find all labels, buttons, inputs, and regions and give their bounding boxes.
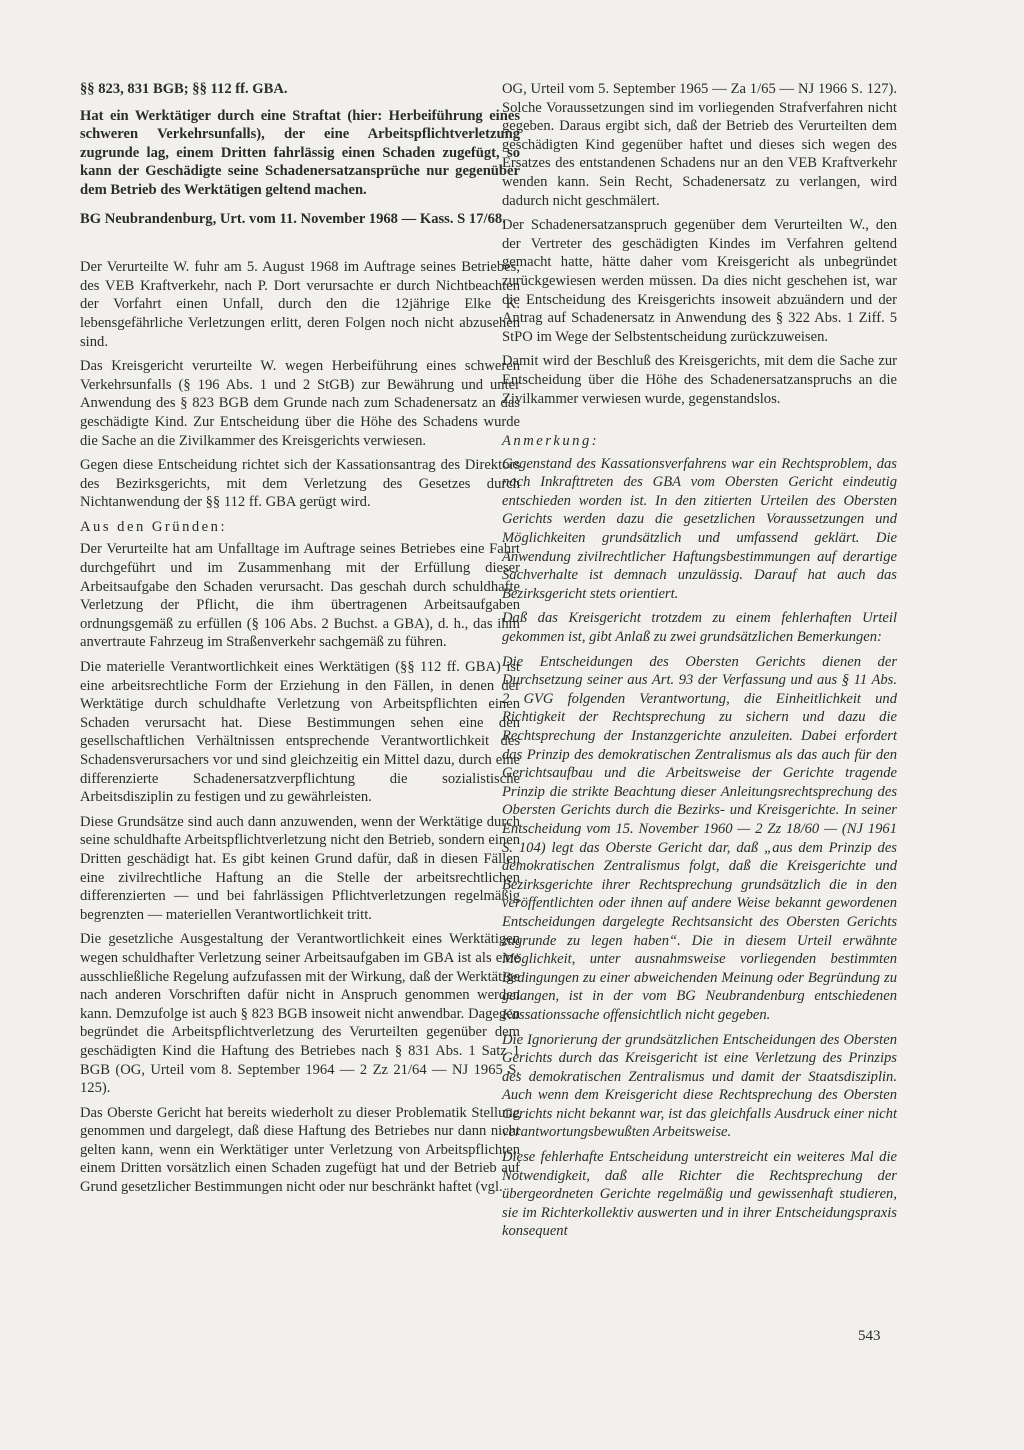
citation: §§ 823, 831 BGB; §§ 112 ff. GBA. xyxy=(80,81,288,97)
paragraph: Gegen diese Entscheidung richtet sich der Kassationsantrag des Direktors des Bezirksgerichts, mit dem Verletzung des Gesetzes durch Nichtanwendung der §§ 112 ff. GBA gerügt wird. xyxy=(80,457,520,511)
section-heading: Aus den Gründen: xyxy=(80,518,228,535)
annotation-paragraph: Gegenstand des Kassationsverfahrens war ein Rechtsproblem, das nach Inkrafttreten des GBA vom Obersten Gericht eindeutig entschieden worden ist. In den zitierten Urteilen des Obersten Gerichts werden dazu die gesetzlichen Voraussetzungen und Möglichkeiten grundsätzlich und umfassend geklärt. Die Anwendung zivilrechtlicher Haftungsbestimmungen auf derartige Sachverhalte ist demnach unzulässig. Darauf hat auch das Bezirksgericht stets orientiert. xyxy=(502,455,897,602)
annotation-paragraph: Die Entscheidungen des Obersten Gerichts dienen der Durchsetzung seiner aus Art. 93 der Verfassung und aus § 11 Abs. 2 GVG folgenden Verantwortung, die Einheitlichkeit und Richtigkeit der Rechtsprechung zu sichern und dazu die Rechtsprechung der Instanzgerichte anzuleiten. Dabei erfordert das Prinzip des demokratischen Zentralismus als das auch für den Gerichtsaufbau und die Arbeitsweise der Gerichte tragende Prinzip die strikte Beachtung dieser Anleitungsrechtsprechung des Obersten Gerichts durch die Bezirks- und Kreisgerichte. In seiner Entscheidung vom 15. November 1960 — 2 Zz 18/60 — (NJ 1961 S. 104) legt das Oberste Gericht dar, daß „aus dem Prinzip des demokratischen Zentralismus folgt, daß die Kreisgerichte und Bezirksgerichte ihrer Rechtsprechung grundsätzlich die in den veröffentlichten oder ihnen auf andere Weise bekannt gewordenen Entscheidungen dargelegte Rechtsansicht des Obersten Gerichts zugrunde zu legen haben“. Die in diesem Urteil erwähnte Möglichkeit, unter ausnahmsweise vorliegenden bestimmten Bedingungen zu einer abweichenden Meinung oder Begründung zu gelangen, ist in der vom BG Neubrandenburg entschiedenen Kassationssache offensichtlich nicht gegeben. xyxy=(502,653,897,1023)
paragraph: Damit wird der Beschluß des Kreisgerichts, mit dem die Sache zur Entscheidung über die Höhe des Schadenersatzanspruchs an die Zivilkammer verwiesen wurde, gegenstandslos. xyxy=(502,353,897,407)
paragraph: Diese Grundsätze sind auch dann anzuwenden, wenn der Werktätige durch seine schuldhafte Arbeitspflichtverletzung nicht den Betrieb, sondern einen Dritten geschädigt hat. Es gibt keinen Grund dafür, daß in diesen Fällen eine zivilrechtliche Haftung an die Stelle der arbeitsrechtlichen differenzierten — und bei fahrlässigen Pflichtverletzungen regelmäßig begrenzten — materiellen Verantwortlichkeit tritt. xyxy=(80,813,520,923)
court-reference: BG Neubrandenburg, Urt. vom 11. November 1968 — Kass. S 17/68. xyxy=(80,210,506,227)
paragraph: Der Verurteilte hat am Unfalltage im Auftrage seines Betriebes eine Fahrt durchgeführt und im Zusammenhang mit der Erfüllung dieser Arbeitsaufgabe den Schaden verursacht. Das geschah durch schuldhafte Verletzung der Pflicht, die ihm übertragenen Arbeitsaufgaben ordnungsgemäß zu erfüllen (§ 106 Abs. 2 Buchst. a GBA), d. h., das ihm anvertraute Fahrzeug im Straßenverkehr sachgemäß zu führen. xyxy=(80,541,520,651)
page-number: 543 xyxy=(858,1328,881,1344)
paragraph: Der Schadenersatzanspruch gegenüber dem Verurteilten W., den der Vertreter des geschädigten Kindes im Verfahren geltend gemacht hatte, hätte daher vom Kreisgericht als unbegründet zurückgewiesen werden müssen. Da dies nicht geschehen ist, war die Entscheidung des Kreisgerichts insoweit abzuändern und der Antrag auf Schadenersatz in Anwendung des § 322 Abs. 1 Ziff. 5 StPO im Wege der Selbstentscheidung zurückzuweisen. xyxy=(502,217,897,345)
paragraph: OG, Urteil vom 5. September 1965 — Za 1/65 — NJ 1966 S. 127). Solche Voraussetzungen sind im vorliegenden Strafverfahren nicht gegeben. Daraus ergibt sich, daß der Betrieb des Verurteilten dem geschädigten Kind gegenüber haftet und dieses sich wegen des Ersatzes des entstandenen Schadens nur an den VEB Kraftverkehr wenden kann. Sein Recht, Schadenersatz zu verlangen, wird dadurch nicht geschmälert. xyxy=(502,81,897,209)
annotation-paragraph: Die Ignorierung der grundsätzlichen Entscheidungen des Obersten Gerichts durch das Kreisgericht ist eine Verletzung des Prinzips des demokratischen Zentralismus und damit der Staatsdisziplin. Auch wenn dem Kreisgericht diese Rechtsprechung des Obersten Gerichts nicht bekannt war, ist das gleichfalls Ausdruck einer nicht verantwortungsbewußten Arbeitsweise. xyxy=(502,1031,897,1141)
annotation-heading: Anmerkung: xyxy=(502,433,600,450)
headnote: Hat ein Werktätiger durch eine Straftat (hier: Herbeiführung eines schweren Verkehrsunfalls), der eine Arbeitspflichtverletzung zugrunde lag, einem Dritten fahrlässig einen Schaden zugefügt, so kann der Geschädigte seine Schadenersatzansprüche nur gegenüber dem Betrieb des Werktätigen geltend machen. xyxy=(80,107,520,198)
annotation-paragraph: Daß das Kreisgericht trotzdem zu einem fehlerhaften Urteil gekommen ist, gibt Anlaß zu zwei grundsätzlichen Bemerkungen: xyxy=(502,610,897,646)
annotation-paragraph: Diese fehlerhafte Entscheidung unterstreicht ein weiteres Mal die Notwendigkeit, daß alle Richter die Rechtsprechung der übergeordneten Gerichte regelmäßig und gewissenhaft studieren, sie im Richterkollektiv auswerten und in ihrer Entscheidungspraxis konsequent xyxy=(502,1149,897,1240)
paragraph: Der Verurteilte W. fuhr am 5. August 1968 im Auftrage seines Betriebes, des VEB Kraftverkehr, nach P. Dort verursachte er durch Nichtbeachten der Vorfahrt einen Unfall, durch den die 12jährige Elke K. lebensgefährliche Verletzungen erlitt, deren Folgen noch nicht abzusehen sind. xyxy=(80,259,520,350)
paragraph: Die gesetzliche Ausgestaltung der Verantwortlichkeit eines Werktätigen wegen schuldhafter Verletzung seiner Arbeitsaufgaben im GBA ist als eine ausschließliche Regelung aufzufassen mit der Wirkung, daß der Werktätige nach anderen Vorschriften dafür nicht in Anspruch genommen werden kann. Demzufolge ist auch § 823 BGB insoweit nicht anwendbar. Dagegen begründet die Arbeitspflichtverletzung des Verurteilten gegenüber dem geschädigten Kind die Haftung des Betriebes nach § 831 Abs. 1 Satz 1 BGB (OG, Urteil vom 8. September 1964 — 2 Zz 21/64 — NJ 1965 S. 125). xyxy=(80,931,520,1097)
right-column xyxy=(502,80,897,1247)
left-column xyxy=(80,80,520,1203)
paragraph: Das Oberste Gericht hat bereits wiederholt zu dieser Problematik Stellung genommen und dargelegt, daß diese Haftung des Betriebes nur dann nicht gelten kann, wenn ein Werktätiger unter Verletzung von Arbeitspflichten einem Dritten vorsätzlich einen Schaden zugefügt hat und der Betrieb auf Grund gesetzlicher Bestimmungen nicht oder nur beschränkt haftet (vgl. xyxy=(80,1104,520,1196)
paragraph: Das Kreisgericht verurteilte W. wegen Herbeiführung eines schweren Verkehrsunfalls (§ 196 Abs. 1 und 2 StGB) zur Bewährung und unter Anwendung des § 823 BGB dem Grunde nach zum Schadenersatz an das geschädigte Kind. Zur Entscheidung über die Höhe des Schadens wurde die Sache an die Zivilkammer des Kreisgerichts verwiesen. xyxy=(80,358,520,449)
paragraph: Die materielle Verantwortlichkeit eines Werktätigen (§§ 112 ff. GBA) ist eine arbeitsrechtliche Form der Erziehung in den Fällen, in denen der Werktätige durch schuldhafte Verletzung von Arbeitspflichten einen Schaden verursacht hat. Diese Bestimmungen sehen eine den gesellschaftlichen Verhältnissen entsprechende Verantwortlichkeit des Schadensverursachers vor und sind gleichzeitig ein Mittel dazu, durch eine differenzierte Schadenersatzverpflichtung die sozialistische Arbeitsdisziplin zu festigen und zu gewährleisten. xyxy=(80,659,520,806)
